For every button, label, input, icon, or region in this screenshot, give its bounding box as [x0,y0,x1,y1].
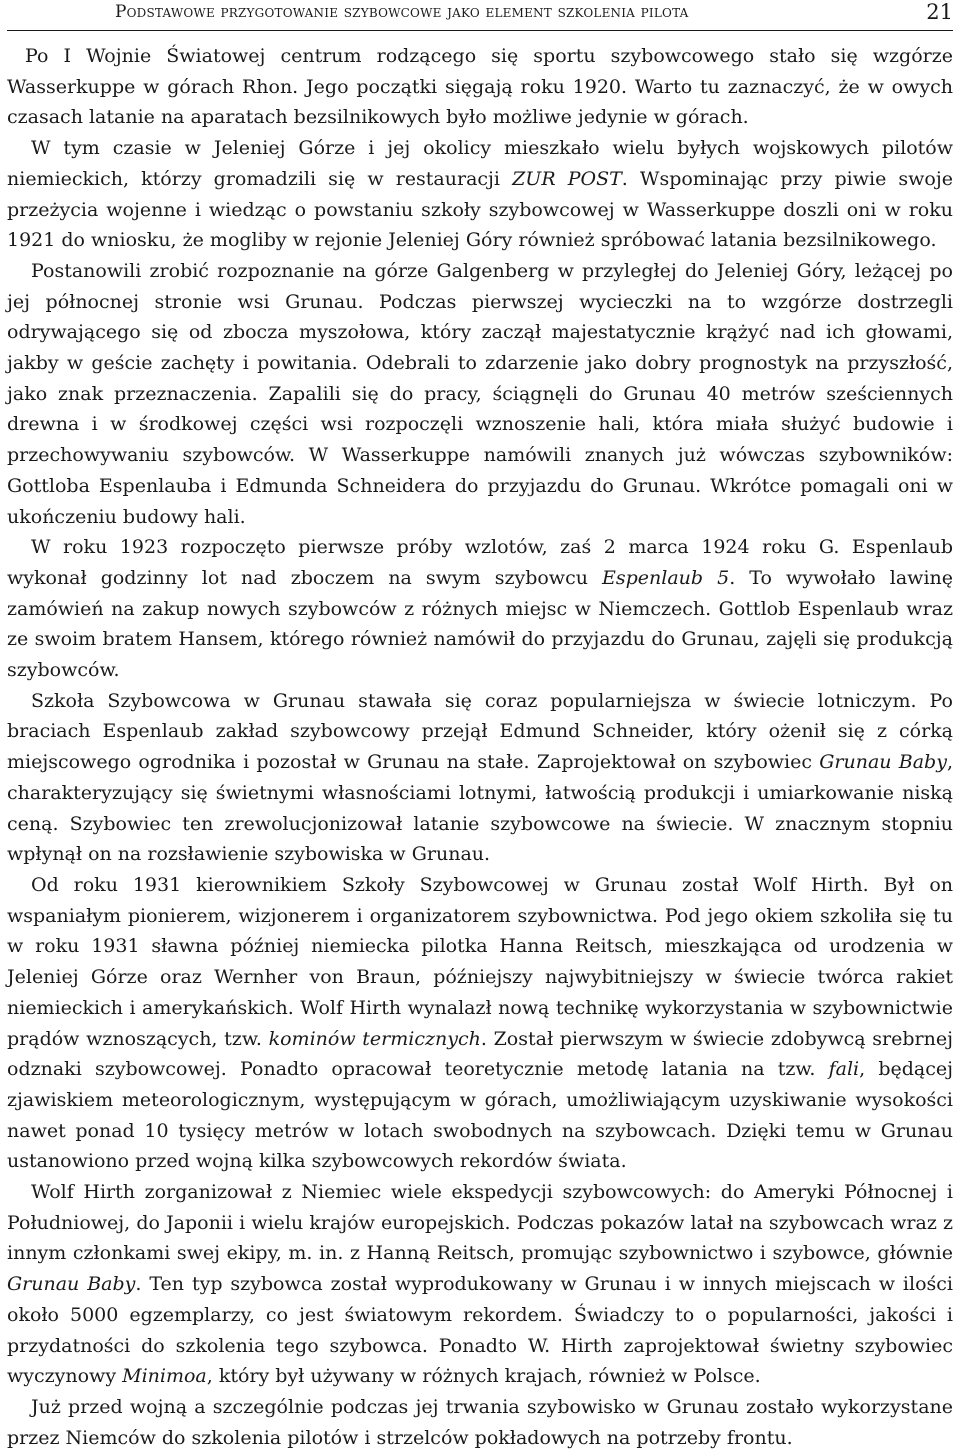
italic-term: ZUR POST [512,167,622,190]
text-run: W roku 1923 rozpoczęto pierwsze próby wzlotów, zaś 2 marca 1924 roku G. Espenlaub wykonał godzinny lot nad zboczem na swym szybowcu [7,536,953,589]
header-title: Podstawowe przygotowanie szybowcowe jako element szkolenia pilota [115,2,689,22]
italic-term: Espenlaub 5 [602,566,730,589]
paragraph [7,532,953,686]
paragraph [7,41,953,133]
running-header [7,0,953,31]
paragraph [7,1177,953,1392]
document-page [7,0,954,1449]
paragraph [7,133,953,256]
text-run: Od roku 1931 kierownikiem Szkoły Szybowcowej w Grunau został Wolf Hirth. Był on wspaniałym pionierem, wizjonerem i organizatorem szybownictwa. Pod jego okiem szkoliła się tu w roku 1931 sławna później niemiecka pilotka Hanna Reitsch, mieszkająca od urodzenia w Jeleniej Górze oraz Wernher von Braun, późniejszy najwybitniejszy w świecie twórca rakiet niemieckich i amerykańskich. Wolf Hirth wynalazł nową technikę wykorzystania w szybownictwie prądów wznoszących, tzw. [7,873,953,1050]
body-text [7,41,953,1453]
text-run: Wolf Hirth zorganizował z Niemiec wiele ekspedycji szybowcowych: do Ameryki Północnej i Południowej, do Japonii i wielu krajów europejskich. Podczas pokazów latał na szybowcach wraz z innym członkami swej ekipy, m. in. z Hanną Reitsch, promując szybownictwo i szybowce, głównie [7,1181,953,1265]
text-run: , będącej zjawiskiem meteorologicznym, występującym w górach, umożliwiającym uzyskiwanie wysokości nawet ponad 10 tysięcy metrów w lotach swobodnych na szybowcach. Dzięki temu w Grunau ustanowiono przed wojną kilka szybowcowych rekordów świata. [7,1058,954,1173]
italic-term: fali [828,1058,860,1081]
text-run: Po I Wojnie Światowej centrum rodzącego się sportu szybowcowego stało się wzgórze Wasserkuppe w górach Rhon. Jego początki sięgają roku 1920. Warto tu zaznaczyć, że w owych czasach latanie na aparatach bezsilnikowych było możliwe jedynie w górach. [7,45,953,129]
text-run: . Został pierwszym w świecie zdobywcą srebrnej odznaki szybowcowej. Ponadto opracował teoretycznie metodę latania na tzw. [7,1027,953,1081]
text-run: . Wspominając przy piwie swoje przeżycia wojenne i wiedząc o powstaniu szkoły szybowcowej w Wasserkuppe doszli oni w roku 1921 do wniosku, że mogliby w rejonie Jeleniej Góry również spróbować latania bezsilnikowego. [7,167,954,252]
text-run: , który był używany w różnych krajach, również w Polsce. [206,1365,761,1388]
text-run: , charakteryzujący się świetnymi własnościami lotnymi, łatwością produkcji i umiarkowanie niską ceną. Szybowiec ten zrewolucjonizował latanie szybowcowe na świecie. W znacznym stopniu wpłynął on na rozsławienie szybowiska w Grunau. [7,751,953,866]
italic-term: kominów termicznych [268,1027,481,1050]
text-run: W tym czasie w Jeleniej Górze i jej okolicy mieszkało wielu byłych wojskowych pilotów niemieckich, którzy gromadzili się w restauracji [7,137,953,190]
paragraph [7,870,953,1177]
paragraph [7,1392,953,1453]
paragraph [7,686,953,870]
italic-term: Grunau Baby [7,1273,136,1296]
text-run: Postanowili zrobić rozpoznanie na górze Galgenberg w przyległej do Jeleniej Góry, leżącej po jej północnej stronie wsi Grunau. Podczas pierwszej wycieczki na to wzgórze dostrzegli odrywającego się od zbocza myszołowa, który zaczął majestatycznie krążyć nad ich głowami, jakby w geście zachęty i powitania. Odebrali to zdarzenie jako dobry prognostyk na przyszłość, jako znak przeznaczenia. Zapalili się do pracy, ściągnęli do Grunau 40 metrów sześciennych drewna i w środkowej części wsi rozpoczęli wznoszenie hali, która miała służyć budowie i przechowywaniu szybowców. W Wasserkuppe namówili znanych już wówczas szybowników: Gottloba Espenlauba i Edmunda Schneidera do przyjazdu do Grunau. Wkrótce pomagali oni w ukończeniu budowy hali. [7,259,953,528]
text-run: Już przed wojną a szczególnie podczas jej trwania szybowisko w Grunau zostało wykorzystane przez Niemców do szkolenia pilotów i strzelców pokładowych na potrzeby frontu. [7,1395,953,1449]
paragraph [7,256,953,532]
page-number: 21 [926,0,953,24]
italic-term: Grunau Baby [819,751,947,774]
italic-term: Minimoa [122,1365,207,1388]
text-run: Szkoła Szybowcowa w Grunau stawała się coraz popularniejsza w świecie lotniczym. Po braciach Espenlaub zakład szybowcowy przejął Edmund Schneider, który ożenił się z córką miejscowego ogrodnika i pozostał w Grunau na stałe. Zaprojektował on szybowiec [7,689,953,774]
text-run: . To wywołało lawinę zamówień na zakup nowych szybowców z różnych miejsc w Niemczech. Gottlob Espenlaub wraz ze swoim bratem Hansem, którego również namówił do przyjazdu do Grunau, zajęli się produkcją szybowców. [7,566,953,682]
text-run: . Ten typ szybowca został wyprodukowany w Grunau i w innych miejscach w ilości około 5000 egzemplarzy, co jest światowym rekordem. Świadczy to o popularności, jakości i przydatności do szkolenia tego szybowca. Ponadto W. Hirth zaprojektował świetny szybowiec wyczynowy [7,1273,953,1388]
